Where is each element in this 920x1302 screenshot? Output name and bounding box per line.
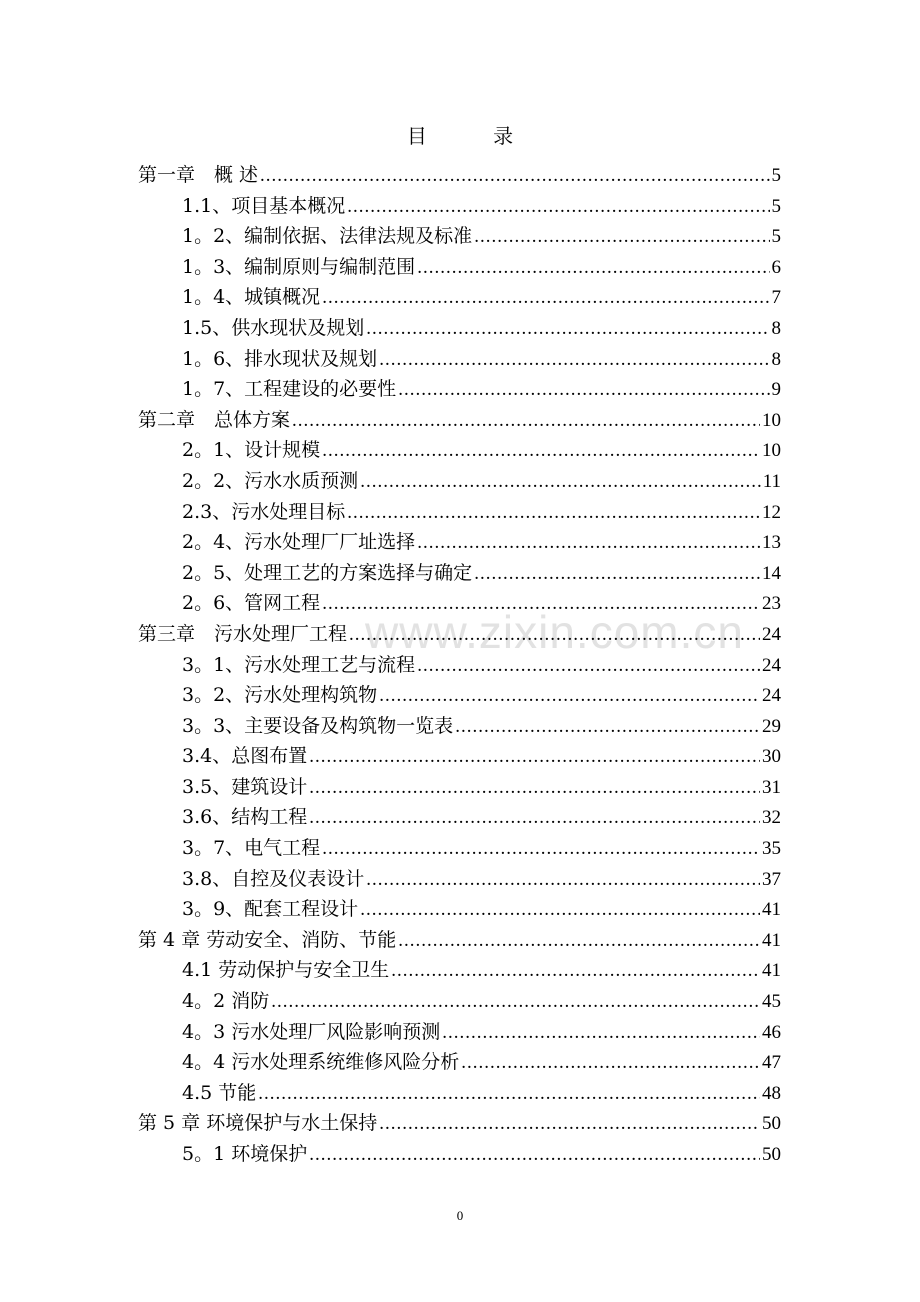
toc-entry-page: 50 <box>762 1113 781 1135</box>
toc-chapter-entry[interactable] <box>138 160 781 191</box>
toc-entry-page: 5 <box>771 165 781 186</box>
toc-entry-title: 2。2、污水水质预测 <box>182 469 359 492</box>
toc-section-entry[interactable] <box>138 313 781 344</box>
toc-section-entry[interactable] <box>138 588 781 619</box>
toc-dot-leader <box>398 926 760 957</box>
toc-entry-page: 37 <box>762 868 781 890</box>
toc-entry-title: 3.8、自控及仪表设计 <box>182 867 365 890</box>
toc-chapter-entry[interactable] <box>138 925 781 956</box>
toc-section-entry[interactable] <box>138 833 781 864</box>
toc-entry-title: 4。4 污水处理系统维修风险分析 <box>182 1051 460 1074</box>
toc-entry-title: 1。3、编制原则与编制范围 <box>182 255 416 278</box>
toc-dot-leader <box>360 895 760 926</box>
toc-entry-title: 3.6、结构工程 <box>182 806 308 829</box>
toc-section-entry[interactable] <box>138 650 781 681</box>
toc-entry-page: 30 <box>762 746 781 768</box>
toc-entry-title: 2。5、处理工艺的方案选择与确定 <box>182 561 473 584</box>
toc-dot-leader <box>366 314 769 345</box>
toc-chapter-entry[interactable] <box>138 619 781 650</box>
toc-dot-leader <box>322 834 760 865</box>
toc-section-entry[interactable] <box>138 466 781 497</box>
toc-section-entry[interactable] <box>138 1078 781 1109</box>
toc-dot-leader <box>322 589 760 620</box>
toc-entry-page: 35 <box>762 838 781 860</box>
toc-dot-leader <box>474 559 760 590</box>
toc-entry-title: 1。6、排水现状及规划 <box>182 347 378 370</box>
toc-entry-page: 7 <box>771 287 781 309</box>
toc-dot-leader <box>442 1018 760 1049</box>
toc-entry-page: 8 <box>771 348 781 370</box>
toc-dot-leader <box>379 345 769 376</box>
toc-entry-page: 24 <box>762 654 781 676</box>
toc-section-entry[interactable] <box>138 1017 781 1048</box>
toc-dot-leader <box>379 1109 760 1140</box>
toc-entry-page: 5 <box>771 195 781 217</box>
table-of-contents <box>138 160 781 1170</box>
toc-dot-leader <box>271 987 760 1018</box>
toc-entry-title: 2.3、污水处理目标 <box>182 500 346 523</box>
toc-entry-page: 6 <box>771 256 781 278</box>
toc-entry-title: 1。4、城镇概况 <box>182 286 321 309</box>
toc-entry-page: 41 <box>762 899 781 921</box>
toc-entry-title: 第一章 概 述 <box>138 164 259 186</box>
toc-section-entry[interactable] <box>138 802 781 833</box>
toc-section-entry[interactable] <box>138 252 781 283</box>
toc-dot-leader <box>347 192 769 223</box>
toc-entry-title: 4.5 节能 <box>182 1081 257 1104</box>
toc-entry-title: 第二章 总体方案 <box>138 408 291 431</box>
toc-entry-title: 2。6、管网工程 <box>182 592 321 615</box>
toc-section-entry[interactable] <box>138 344 781 375</box>
toc-section-entry[interactable] <box>138 680 781 711</box>
toc-dot-leader <box>309 1140 760 1171</box>
toc-dot-leader <box>379 681 760 712</box>
toc-dot-leader <box>455 712 760 743</box>
toc-dot-leader <box>292 406 760 437</box>
toc-dot-leader <box>309 742 760 773</box>
toc-title: 目 录 <box>406 124 544 148</box>
toc-section-entry[interactable] <box>138 864 781 895</box>
toc-entry-title: 4。2 消防 <box>182 990 270 1013</box>
toc-entry-page: 31 <box>762 776 781 798</box>
toc-section-entry[interactable] <box>138 955 781 986</box>
toc-entry-title: 3.4、总图布置 <box>182 745 308 768</box>
toc-entry-page: 11 <box>762 470 781 492</box>
toc-entry-title: 4。3 污水处理厂风险影响预测 <box>182 1020 441 1043</box>
toc-entry-title: 1.5、供水现状及规划 <box>182 316 365 339</box>
toc-entry-title: 3。7、电气工程 <box>182 837 321 860</box>
toc-dot-leader <box>349 620 760 651</box>
toc-entry-page: 32 <box>762 807 781 829</box>
toc-entry-title: 3。3、主要设备及构筑物一览表 <box>182 714 454 737</box>
toc-dot-leader <box>366 865 760 896</box>
toc-entry-page: 9 <box>771 379 781 401</box>
toc-section-entry[interactable] <box>138 1139 781 1170</box>
toc-entry-title: 3。2、污水处理构筑物 <box>182 684 378 707</box>
toc-section-entry[interactable] <box>138 1047 781 1078</box>
toc-entry-title: 2。1、设计规模 <box>182 439 321 462</box>
toc-section-entry[interactable] <box>138 772 781 803</box>
toc-entry-page: 23 <box>762 593 781 615</box>
toc-dot-leader <box>260 161 769 192</box>
toc-dot-leader <box>258 1079 760 1110</box>
toc-dot-leader <box>398 375 769 406</box>
toc-dot-leader <box>360 467 761 498</box>
toc-entry-page: 29 <box>762 715 781 737</box>
toc-entry-title: 1。7、工程建设的必要性 <box>182 378 397 401</box>
toc-entry-page: 47 <box>762 1052 781 1074</box>
toc-entry-title: 1。2、编制依据、法律法规及标准 <box>182 225 473 248</box>
toc-entry-title: 5。1 环境保护 <box>182 1143 308 1165</box>
toc-entry-page: 24 <box>762 623 781 645</box>
toc-entry-page: 46 <box>762 1021 781 1043</box>
toc-section-entry[interactable] <box>138 497 781 528</box>
toc-entry-page: 14 <box>762 562 781 584</box>
toc-dot-leader <box>474 222 769 253</box>
toc-section-entry[interactable] <box>138 558 781 589</box>
toc-entry-title: 第三章 污水处理厂工程 <box>138 622 348 645</box>
toc-dot-leader <box>391 956 760 987</box>
toc-entry-page: 10 <box>762 409 781 431</box>
toc-section-entry[interactable] <box>138 221 781 252</box>
toc-section-entry[interactable] <box>138 527 781 558</box>
toc-section-entry[interactable] <box>138 986 781 1017</box>
toc-entry-page: 45 <box>762 991 781 1013</box>
toc-section-entry[interactable] <box>138 435 781 466</box>
toc-entry-title: 3.5、建筑设计 <box>182 775 308 798</box>
toc-entry-page: 10 <box>762 440 781 462</box>
toc-entry-title: 第 5 章 环境保护与水土保持 <box>138 1112 378 1135</box>
toc-chapter-entry[interactable] <box>138 1108 781 1139</box>
toc-entry-page: 13 <box>762 532 781 554</box>
toc-entry-page: 5 <box>771 226 781 248</box>
toc-dot-leader <box>461 1048 760 1079</box>
toc-section-entry[interactable] <box>138 191 781 222</box>
toc-section-entry[interactable] <box>138 711 781 742</box>
toc-dot-leader <box>309 803 760 834</box>
watermark: www.zixin.com.cn <box>365 606 744 658</box>
toc-chapter-entry[interactable] <box>138 405 781 436</box>
toc-entry-title: 第 4 章 劳动安全、消防、节能 <box>138 928 397 951</box>
toc-dot-leader <box>322 436 760 467</box>
toc-dot-leader <box>309 773 760 804</box>
toc-section-entry[interactable] <box>138 741 781 772</box>
toc-entry-title: 4.1 劳动保护与安全卫生 <box>182 959 390 982</box>
toc-section-entry[interactable] <box>138 282 781 313</box>
toc-entry-page: 41 <box>762 960 781 982</box>
toc-dot-leader <box>417 528 760 559</box>
page-number: 0 <box>456 1208 464 1223</box>
toc-dot-leader <box>417 651 760 682</box>
toc-entry-page: 24 <box>762 685 781 707</box>
toc-entry-title: 3。1、污水处理工艺与流程 <box>182 653 416 676</box>
toc-entry-page: 48 <box>762 1082 781 1104</box>
toc-dot-leader <box>417 253 769 284</box>
toc-entry-title: 3。9、配套工程设计 <box>182 898 359 921</box>
toc-section-entry[interactable] <box>138 374 781 405</box>
toc-entry-page: 50 <box>762 1144 781 1165</box>
toc-dot-leader <box>347 498 760 529</box>
toc-entry-page: 41 <box>762 929 781 951</box>
toc-entry-title: 1.1、项目基本概况 <box>182 194 346 217</box>
toc-dot-leader <box>322 283 769 314</box>
toc-entry-page: 8 <box>771 317 781 339</box>
toc-entry-page: 12 <box>762 501 781 523</box>
toc-section-entry[interactable] <box>138 894 781 925</box>
toc-entry-title: 2。4、污水处理厂厂址选择 <box>182 531 416 554</box>
